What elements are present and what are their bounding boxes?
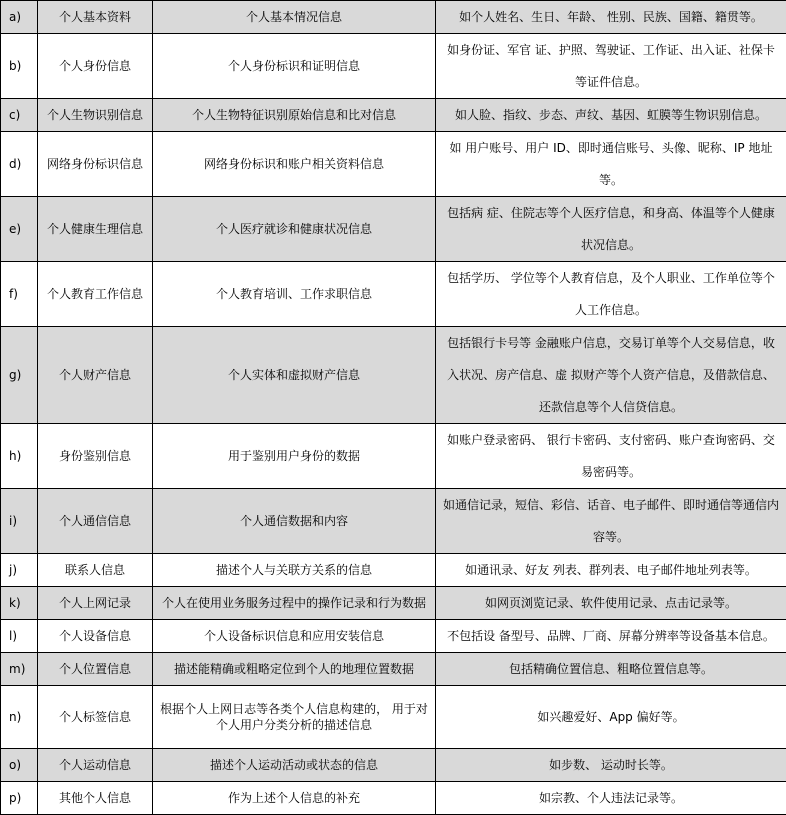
row-id: d) [1,132,38,197]
category-description: 个人在使用业务服务过程中的操作记录和行为数据 [153,587,436,620]
category-description: 用于鉴别用户身份的数据 [153,424,436,489]
category-description: 个人医疗就诊和健康状况信息 [153,197,436,262]
category-examples: 如身份证、军官 证、护照、驾驶证、工作证、出入证、社保卡等证件信息。 [436,34,786,99]
table-row [1,262,786,327]
category-examples: 包括银行卡号等 金融账户信息，交易订单等个人交易信息，收入状况、房产信息、虚 拟财产等个人资产信息，及借款信息、还款信息等个人信贷信息。 [436,327,786,424]
table-row [1,327,786,424]
row-id: e) [1,197,38,262]
row-id: l) [1,620,38,653]
category-description: 描述能精确或粗略定位到个人的地理位置数据 [153,653,436,686]
row-id: n) [1,686,38,749]
category-examples: 如通信记录，短信、彩信、话音、电子邮件、即时通信等通信内容等。 [436,489,786,554]
category-name: 网络身份标识信息 [38,132,153,197]
category-examples: 如步数、 运动时长等。 [436,749,786,782]
category-name: 个人基本资料 [38,1,153,34]
category-description: 个人身份标识和证明信息 [153,34,436,99]
category-name: 身份鉴别信息 [38,424,153,489]
table-row [1,686,786,749]
category-description: 个人基本情况信息 [153,1,436,34]
table-row [1,489,786,554]
category-name: 个人财产信息 [38,327,153,424]
category-examples: 如网页浏览记录、软件使用记录、点击记录等。 [436,587,786,620]
category-description: 描述个人与关联方关系的信息 [153,554,436,587]
table-row [1,424,786,489]
table-row [1,132,786,197]
category-name: 个人身份信息 [38,34,153,99]
category-description: 网络身份标识和账户相关资料信息 [153,132,436,197]
row-id: h) [1,424,38,489]
row-id: p) [1,782,38,815]
row-id: b) [1,34,38,99]
category-name: 联系人信息 [38,554,153,587]
category-description: 个人实体和虚拟财产信息 [153,327,436,424]
category-name: 个人设备信息 [38,620,153,653]
category-examples: 如 用户账号、用户 ID、即时通信账号、头像、昵称、IP 地址等。 [436,132,786,197]
category-examples: 如兴趣爱好、App 偏好等。 [436,686,786,749]
category-examples: 包括学历、 学位等个人教育信息，及个人职业、工作单位等个人工作信息。 [436,262,786,327]
category-name: 个人上网记录 [38,587,153,620]
row-id: o) [1,749,38,782]
table-row [1,620,786,653]
category-examples: 如账户登录密码、 银行卡密码、支付密码、账户查询密码、交易密码等。 [436,424,786,489]
table-row [1,197,786,262]
category-name: 个人教育工作信息 [38,262,153,327]
category-description: 个人生物特征识别原始信息和比对信息 [153,99,436,132]
category-examples: 如通讯录、好友 列表、群列表、电子邮件地址列表等。 [436,554,786,587]
row-id: j) [1,554,38,587]
table-body [1,1,786,815]
category-name: 个人位置信息 [38,653,153,686]
row-id: m) [1,653,38,686]
category-name: 个人生物识别信息 [38,99,153,132]
table-row [1,749,786,782]
row-id: c) [1,99,38,132]
category-name: 个人标签信息 [38,686,153,749]
category-description: 作为上述个人信息的补充 [153,782,436,815]
table-row [1,782,786,815]
category-description: 描述个人运动活动或状态的信息 [153,749,436,782]
category-examples: 如个人姓名、生日、年龄、 性别、民族、国籍、籍贯等。 [436,1,786,34]
row-id: i) [1,489,38,554]
category-examples: 如人脸、指纹、步态、声纹、基因、虹膜等生物识别信息。 [436,99,786,132]
category-description: 个人设备标识信息和应用安装信息 [153,620,436,653]
row-id: k) [1,587,38,620]
table-row [1,653,786,686]
table-row [1,34,786,99]
category-examples: 不包括设 备型号、品牌、厂商、屏幕分辨率等设备基本信息。 [436,620,786,653]
category-name: 个人健康生理信息 [38,197,153,262]
table-row [1,554,786,587]
category-name: 个人通信信息 [38,489,153,554]
category-name: 个人运动信息 [38,749,153,782]
table-row [1,99,786,132]
category-description: 个人教育培训、工作求职信息 [153,262,436,327]
category-examples: 包括病 症、住院志等个人医疗信息，和身高、体温等个人健康状况信息。 [436,197,786,262]
row-id: a) [1,1,38,34]
category-description: 个人通信数据和内容 [153,489,436,554]
row-id: g) [1,327,38,424]
category-name: 其他个人信息 [38,782,153,815]
table-row [1,1,786,34]
category-description: 根据个人上网日志等各类个人信息构建的， 用于对个人用户分类分析的描述信息 [153,686,436,749]
category-examples: 包括精确位置信息、粗略位置信息等。 [436,653,786,686]
table-row [1,587,786,620]
row-id: f) [1,262,38,327]
category-examples: 如宗教、个人违法记录等。 [436,782,786,815]
